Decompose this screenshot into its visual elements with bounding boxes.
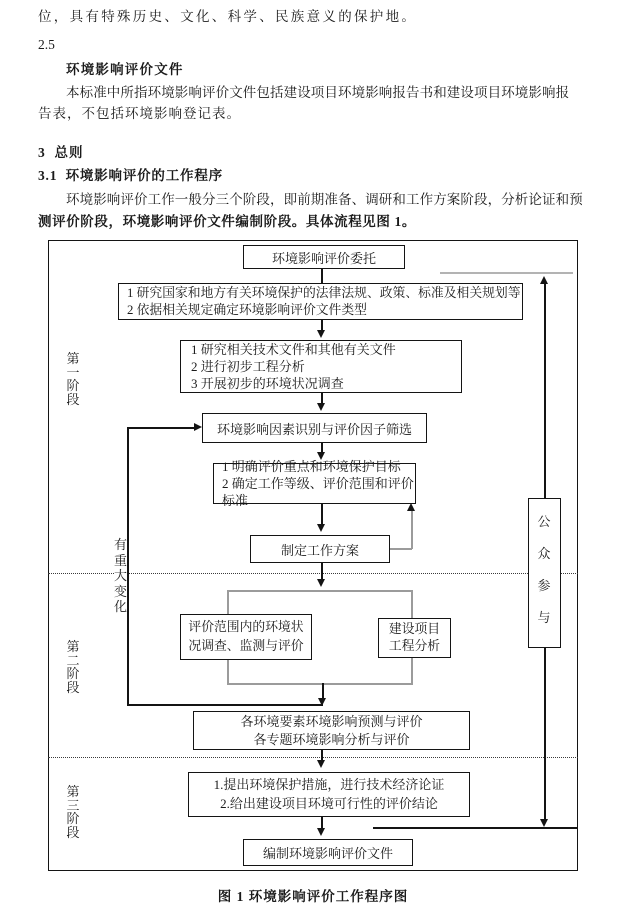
flow-box-entrust — [243, 245, 405, 269]
connector-split-to-project — [411, 590, 413, 618]
flow-box-environment-survey — [180, 614, 312, 660]
figure-caption: 图 1 环境影响评价工作程序图 — [217, 889, 409, 904]
flow-box-survey-line1: 评价范围内的环境状 — [188, 620, 304, 634]
paragraph-3-1-line1: 环境影响评价工作一般分三个阶段，即前期准备、调研和工作方案阶段，分析论证和预 — [66, 192, 583, 207]
section-3-1-heading: 3.1 环境影响评价的工作程序 — [38, 168, 223, 183]
connector-split-horizontal — [227, 590, 413, 592]
arrowhead-public-down — [540, 819, 548, 827]
stage-divider-1-right — [561, 573, 578, 574]
flow-box-measures-line1: 1.提出环境保护措施，进行技术经济论证 — [213, 777, 445, 792]
connector-public-top-horizontal — [440, 272, 573, 274]
flow-box-project-line1: 建设项目 — [388, 622, 441, 636]
flow-box-plan-text: 制定工作方案 — [280, 542, 359, 558]
flow-box-technical-study — [180, 340, 462, 393]
connector-major-change-vertical — [127, 427, 129, 705]
flow-box-scope-line2: 2 确定工作等级、评价范围和评价标准 — [222, 476, 414, 508]
connector-merge-to-predict — [322, 683, 324, 699]
flow-box-entrust-text: 环境影响评价委托 — [271, 250, 376, 266]
flow-box-work-plan — [250, 535, 390, 563]
connector-project-to-merge — [411, 658, 413, 684]
connector-major-change-bottom — [127, 704, 323, 706]
connector-plan-to-split — [321, 563, 323, 579]
stage-2-label: 第 二 阶 段 — [66, 639, 80, 695]
arrowhead-major-change-to-identify — [194, 423, 202, 431]
connector-scope-to-plan — [321, 504, 323, 525]
flow-box-legal-line2: 2 依据相关规定确定环境影响评价文件类型 — [127, 302, 367, 317]
paragraph-2-5-line2: 告表，不包括环境影响登记表。 — [38, 106, 241, 121]
arrowhead-legal-to-tech — [317, 330, 325, 338]
connector-merge-horizontal — [227, 683, 413, 685]
arrowhead-predict-to-measures — [317, 760, 325, 768]
arrowhead-measures-to-compile — [317, 828, 325, 836]
connector-public-upper-vertical — [544, 284, 546, 498]
connector-split-to-survey — [227, 590, 229, 614]
section-2-5-number: 2.5 — [38, 37, 55, 52]
flow-box-identify-text: 环境影响因素识别与评价因子筛选 — [216, 421, 412, 437]
flow-box-impact-prediction — [193, 711, 470, 750]
flow-box-legal-research — [118, 283, 523, 320]
connector-survey-to-merge — [227, 660, 229, 684]
stage-divider-2 — [48, 757, 578, 758]
flow-box-legal-line1: 1 研究国家和地方有关环境保护的法律法规、政策、标准及相关规划等 — [127, 286, 521, 300]
major-change-note: 有 重 大 变 化 — [114, 537, 128, 614]
public-participation-text: 公 众 参 与 — [537, 514, 551, 625]
arrowhead-scope-to-plan — [317, 524, 325, 532]
flow-box-compile-documents — [243, 839, 413, 866]
connector-major-change-top — [127, 427, 195, 429]
flow-box-project-line2: 工程分析 — [388, 639, 441, 653]
flow-box-tech-line3: 3 开展初步的环境状况调查 — [191, 376, 344, 391]
flow-box-tech-line2: 2 进行初步工程分析 — [191, 359, 305, 374]
connector-public-lower-vertical — [544, 648, 546, 819]
flow-box-measures-line2: 2.给出建设项目环境可行性的评价结论 — [220, 795, 438, 811]
connector-public-bottom-horizontal — [373, 827, 578, 829]
stage-3-label: 第 三 阶 段 — [66, 784, 80, 840]
flow-box-protection-measures — [188, 772, 470, 817]
paragraph-intro-tail: 位，具有特殊历史、文化、科学、民族意义的保护地。 — [38, 9, 418, 24]
arrowhead-plan-to-split — [317, 579, 325, 587]
connector-plan-feedback-horizontal — [390, 548, 412, 550]
flow-box-tech-line1: 1 研究相关技术文件和其他有关文件 — [191, 342, 396, 357]
arrowhead-plan-feedback — [407, 503, 415, 511]
section-3-heading: 3 总则 — [38, 145, 84, 160]
flow-box-project-analysis — [378, 618, 451, 658]
arrowhead-tech-to-identify — [317, 403, 325, 411]
paragraph-2-5-line1: 本标准中所指环境影响评价文件包括建设项目环境影响报告书和建设项目环境影响报 — [66, 85, 570, 100]
flow-box-scope-line1: 1 明确评价重点和环境保护目标 — [222, 459, 401, 474]
flow-box-scope-definition — [213, 459, 416, 508]
flow-box-factor-identification — [202, 413, 427, 443]
flow-box-predict-line2: 各专题环境影响分析与评价 — [253, 731, 410, 747]
connector-plan-feedback-vertical — [411, 511, 413, 549]
arrowhead-public-up — [540, 276, 548, 284]
stage-1-label: 第 一 阶 段 — [66, 351, 80, 407]
arrowhead-identify-to-scope — [317, 452, 325, 460]
paragraph-3-1-line2: 测评价阶段，环境影响评价文件编制阶段。具体流程见图 1。 — [38, 214, 416, 229]
flow-box-predict-line1: 各环境要素环境影响预测与评价 — [240, 714, 423, 729]
section-2-5-heading: 环境影响评价文件 — [66, 62, 184, 77]
flow-box-compile-text: 编制环境影响评价文件 — [262, 846, 393, 861]
flow-box-public-participation — [528, 498, 561, 648]
flow-box-survey-line2: 况调查、监测与评价 — [188, 639, 304, 653]
connector-entrust-to-legal — [321, 269, 323, 283]
